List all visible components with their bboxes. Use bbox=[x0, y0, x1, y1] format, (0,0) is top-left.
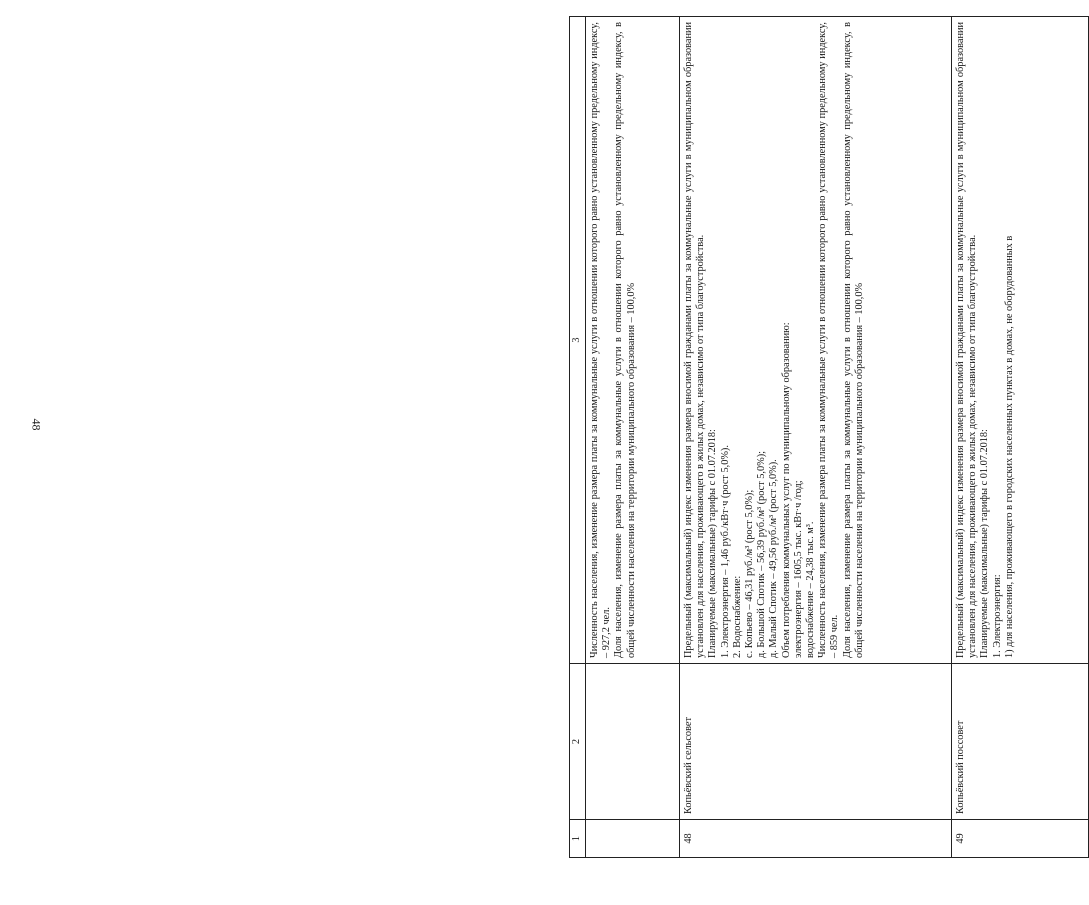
tariff-line: 1. Электроэнергия: bbox=[991, 574, 1003, 658]
continuation-paragraph: Численность населения, изменение размера платы за коммунальные услуги в отношении которого равно установленному предельному индексу, – 927,2 чел. bbox=[589, 22, 613, 658]
tariff-line: д. Малый Спотик – 49,56 руб./м³ (рост 5,0%). bbox=[768, 459, 780, 658]
tariff-line: Планируемые (максимальные) тарифы с 01.07.2018: bbox=[979, 429, 991, 658]
row-number: 49 bbox=[952, 820, 1089, 858]
row-description bbox=[680, 17, 952, 664]
municipality-name: Копьёвский поссовет bbox=[952, 664, 1089, 820]
table-row-continuation bbox=[586, 17, 680, 858]
table-header-row bbox=[570, 17, 586, 858]
intro-paragraph: Предельный (максимальный) индекс изменения размера вносимой гражданами платы за коммунальные услуги в муниципальном образовании установлен для населения, проживающего в жилых домах, независимо от типа благоустройства. bbox=[683, 22, 707, 658]
continuation-paragraph: Доля населения, изменение размера платы за коммунальные услуги в отношении которого равно установленному предельному индексу, в общей численности населения на территории муниципального образования – 100,0% bbox=[613, 22, 637, 658]
table-row bbox=[952, 17, 1089, 858]
rotated-table-container bbox=[569, 17, 1074, 858]
population-paragraph: Численность населения, изменение размера платы за коммунальные услуги в отношении которого равно установленному предельному индексу, – 859 чел. bbox=[817, 22, 841, 658]
tariff-line: 1. Электроэнергия – 1,46 руб./кВт·ч (рост 5,0%). bbox=[719, 445, 731, 658]
population-paragraph: 1) для населения, проживающего в городских населенных пунктах в домах, не оборудованных в bbox=[1003, 235, 1015, 658]
header-col-3: 3 bbox=[570, 17, 586, 664]
tariff-line: водоснабжение – 24,38 тыс. м³. bbox=[805, 521, 817, 658]
tariff-line: Планируемые (максимальные) тарифы с 01.07.2018: bbox=[707, 429, 719, 658]
tariff-table bbox=[569, 16, 1089, 858]
row-description bbox=[952, 17, 1089, 664]
cell-empty-num bbox=[586, 820, 680, 858]
table-row bbox=[680, 17, 952, 858]
row-number: 48 bbox=[680, 820, 952, 858]
population-paragraph: Доля населения, изменение размера платы за коммунальные услуги в отношении которого равно установленному предельному индексу, в общей численности населения на территории муниципального образования – 100,0% bbox=[841, 22, 865, 658]
intro-paragraph: Предельный (максимальный) индекс изменения размера вносимой гражданами платы за коммунальные услуги в муниципальном образовании установлен для населения, проживающего в жилых домах, независимо от типа благоустройства. bbox=[955, 22, 979, 658]
tariff-line: электроэнергия – 1605,5 тыс. кВт·ч /год; bbox=[792, 480, 804, 658]
municipality-name: Копьёвский сельсовет bbox=[680, 664, 952, 820]
tariff-line: д. Большой Спотик – 56,39 руб./м³ (рост 5,0%); bbox=[756, 451, 768, 658]
header-col-2: 2 bbox=[570, 664, 586, 820]
cell-continuation-text bbox=[586, 17, 680, 664]
page-number: 48 bbox=[29, 418, 44, 431]
tariff-line: 2. Водоснабжение: bbox=[731, 575, 743, 658]
tariff-line: с. Копьево – 46,31 руб./м³ (рост 5,0%); bbox=[744, 489, 756, 658]
header-col-1: 1 bbox=[570, 820, 586, 858]
cell-empty-name bbox=[586, 664, 680, 820]
tariff-line: Объем потребления коммунальных услуг по муниципальному образованию: bbox=[780, 322, 792, 658]
